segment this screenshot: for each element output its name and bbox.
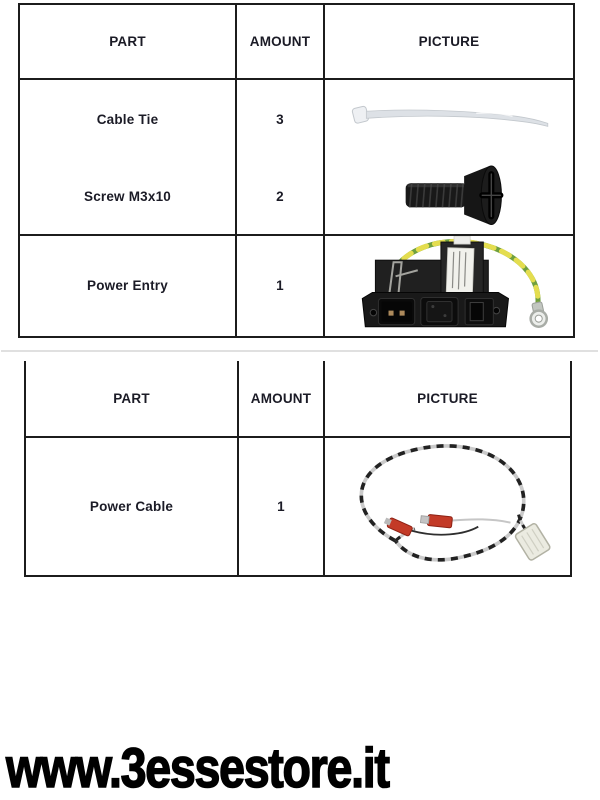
- table-1-header-amount: AMOUNT: [236, 4, 324, 79]
- picture-cell: [324, 159, 574, 235]
- red-spade-terminal: [383, 516, 413, 537]
- part-name: Screw M3x10: [19, 159, 236, 235]
- white-lead-wire: [450, 519, 510, 522]
- table-row-power-cable: [25, 437, 571, 576]
- table-2-header-amount: AMOUNT: [238, 361, 324, 437]
- part-name: Power Entry: [19, 235, 236, 337]
- table-2-header-picture: PICTURE: [324, 361, 571, 437]
- table-row-power-entry: [19, 235, 574, 337]
- white-connector: [514, 523, 551, 561]
- table-1-header-row: [19, 4, 574, 79]
- cable-tie-photo: [325, 80, 573, 159]
- black-lead-wire: [412, 527, 479, 535]
- table-row-cable-tie: [19, 79, 574, 159]
- table-row-screw: [19, 159, 574, 235]
- part-name: Cable Tie: [19, 79, 236, 159]
- border-gap-artifact: [338, 156, 344, 169]
- parts-table-1: [18, 3, 575, 338]
- part-amount: 3: [236, 79, 324, 159]
- power-entry-module: [362, 236, 508, 327]
- parts-table-2: [24, 361, 572, 577]
- table-1-header-part: PART: [19, 4, 236, 79]
- picture-cell: [324, 79, 574, 159]
- power-cable-photo: [325, 438, 570, 575]
- ring-terminal: [531, 302, 547, 327]
- part-amount: 2: [236, 159, 324, 235]
- twisted-cable-loop: [361, 446, 528, 560]
- table-2-header-row: [25, 361, 571, 437]
- part-amount: 1: [236, 235, 324, 337]
- picture-cell: [324, 235, 574, 337]
- picture-cell: [324, 437, 571, 576]
- section-divider-line: [1, 350, 598, 352]
- table-1-header-picture: PICTURE: [324, 4, 574, 79]
- screw-photo: [325, 159, 573, 234]
- website-url: www.3essestore.it: [6, 736, 389, 799]
- red-disconnect-terminal: [420, 514, 452, 528]
- part-name: Power Cable: [25, 437, 238, 576]
- table-2-header-part: PART: [25, 361, 238, 437]
- part-amount: 1: [238, 437, 324, 576]
- power-entry-photo: [325, 236, 573, 336]
